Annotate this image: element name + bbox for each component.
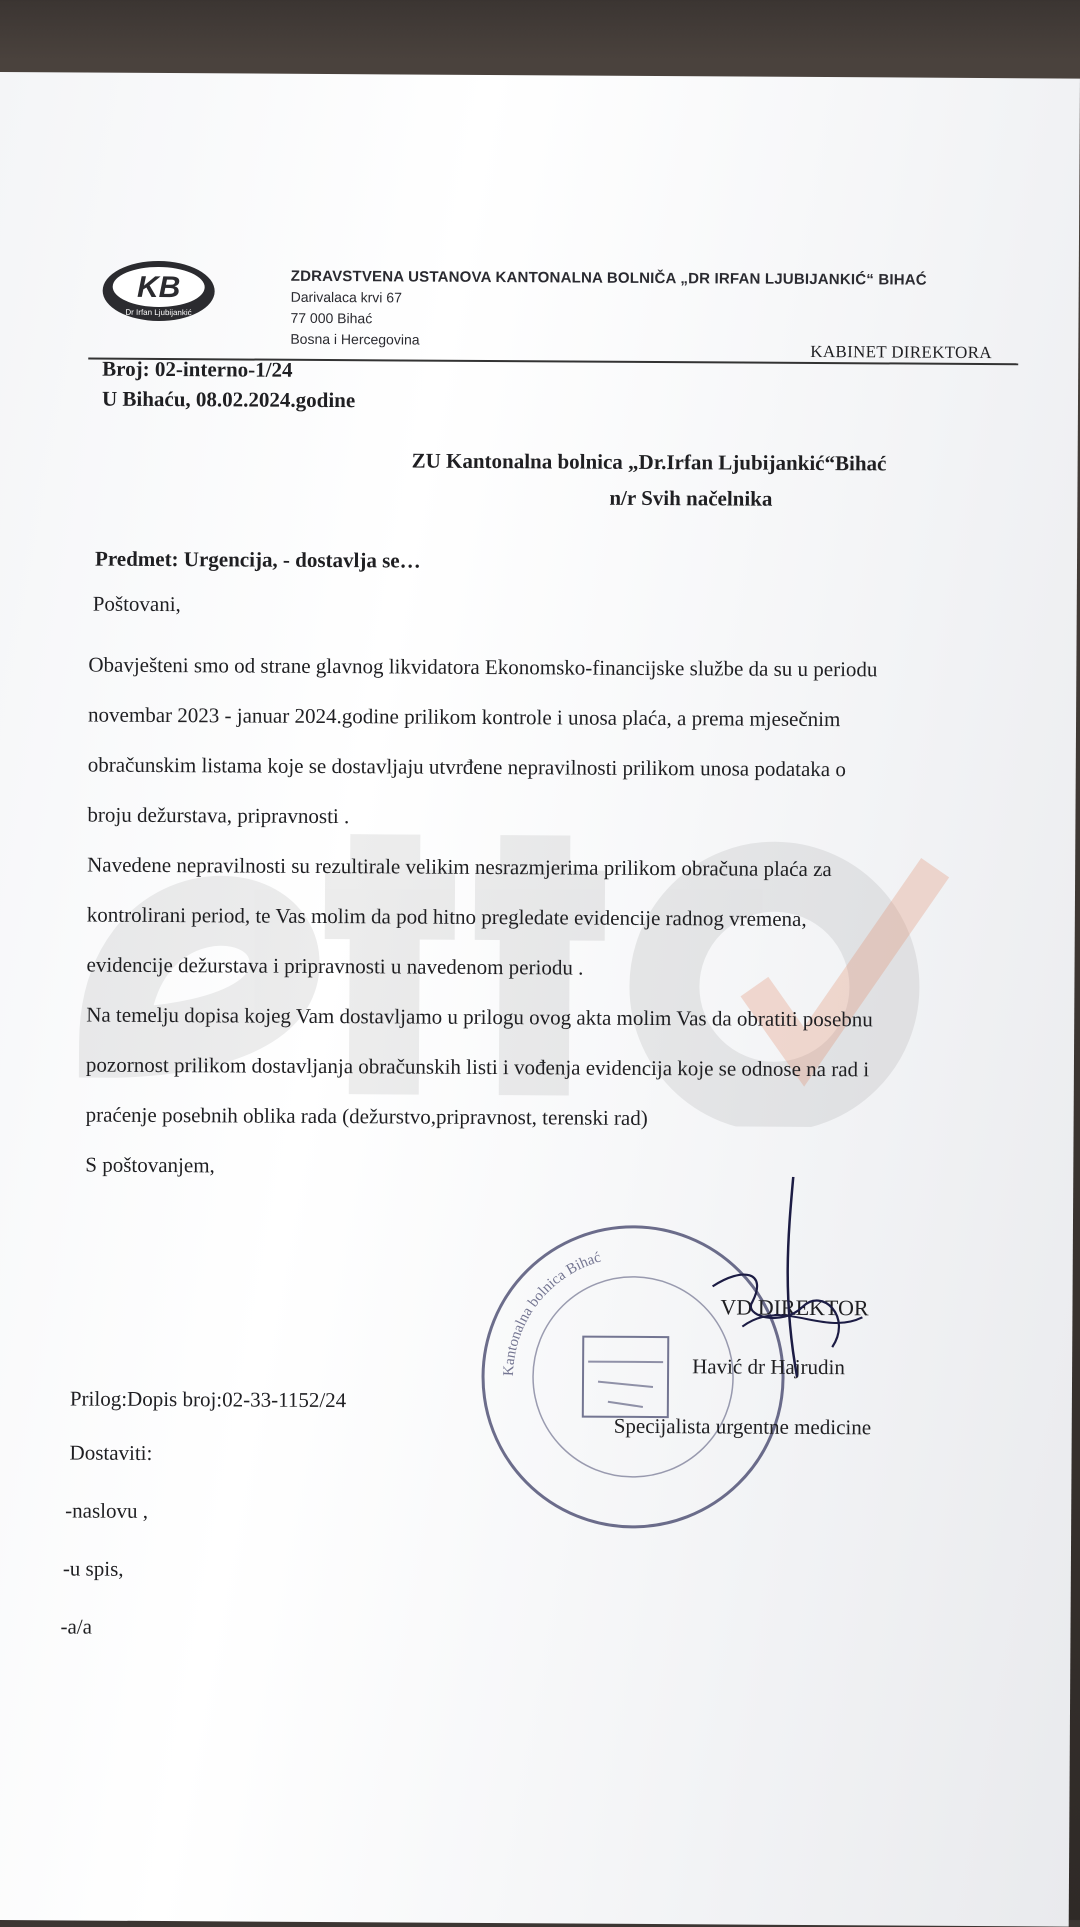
svg-text:Kantonalna bolnica Bihać <box>501 1249 603 1377</box>
stamp-text: Kantonalna bolnica Bihać <box>500 1249 603 1377</box>
signature-name: Havić dr Hajrudin <box>692 1354 845 1380</box>
body-line: evidencije dežurstava i pripravnosti u navedenom periodu . <box>86 952 584 980</box>
institution-info <box>290 266 927 354</box>
recipient-line-1: ZU Kantonalna bolnica „Dr.Irfan Ljubijankić“Bihać <box>411 448 887 476</box>
body-line: praćenje posebnih oblika rada (dežurstvo,pripravnost, terenski rad) <box>85 1102 648 1130</box>
recipient-line-2: n/r Svih načelnika <box>609 485 773 511</box>
address-city: 77 000 Bihać <box>290 309 373 327</box>
document-number: Broj: 02-interno-1/24 <box>102 356 293 382</box>
body-line: Obavješteni smo od strane glavnog likvidatora Ekonomsko-financijske službe da su u periodu <box>88 652 878 682</box>
body-line: novembar 2023 - januar 2024.godine prilikom kontrole i unosa plaća, a prema mjesečnim <box>88 702 841 732</box>
body-line: Na temelju dopisa kojeg Vam dostavljamo u prilogu ovog akta molim Vas da obratiti posebnu <box>86 1002 873 1032</box>
address-street: Darivalaca krvi 67 <box>290 288 402 306</box>
handwritten-signature-icon <box>592 1176 893 1388</box>
address-country: Bosna i Hercegovina <box>290 330 420 348</box>
department-label: KABINET DIREKTORA <box>810 341 992 363</box>
salutation: Poštovani, <box>92 591 181 617</box>
letter-paper <box>0 72 1080 1927</box>
body-line: broju dežurstava, pripravnosti . <box>87 802 350 829</box>
body-line: Navedene nepravilnosti su rezultirale velikim nesrazmjerima prilikom obračuna plaća za <box>87 852 832 882</box>
signature-role: Specijalista urgentne medicine <box>613 1413 872 1440</box>
closing: S poštovanjem, <box>85 1152 215 1178</box>
place-date: U Bihaću, 08.02.2024.godine <box>101 386 356 413</box>
body-line: pozornost prilikom dostavljanja obračunskih listi i vođenja evidencija koje se odnose na rad i <box>85 1052 870 1082</box>
dostaviti-label: Dostaviti: <box>69 1440 153 1465</box>
svg-text:Dr Irfan Ljubijankić: Dr Irfan Ljubijankić <box>125 307 192 318</box>
hospital-logo-icon <box>98 249 218 330</box>
distribution-item: -a/a <box>60 1614 93 1639</box>
institution-name: ZDRAVSTVENA USTANOVA KANTONALNA BOLNIČA „DR IRFAN LJUBIJANKIĆ“ BIHAĆ <box>290 267 927 289</box>
attachment-reference: Prilog:Dopis broj:02-33-1152/24 <box>69 1386 347 1413</box>
svg-text:KB: KB <box>136 270 181 305</box>
signature-title: VD DIREKTOR <box>720 1294 869 1321</box>
body-line: kontrolirani period, te Vas molim da pod hitno pregledate evidencije radnog vremena, <box>86 902 807 931</box>
distribution-item: -u spis, <box>62 1556 124 1581</box>
body-line: obračunskim listama koje se dostavljaju utvrđene nepravilnosti prilikom unosa podataka o <box>87 752 847 782</box>
subject-line: Predmet: Urgencija, - dostavlja se… <box>94 546 421 573</box>
distribution-item: -naslovu , <box>65 1498 149 1523</box>
